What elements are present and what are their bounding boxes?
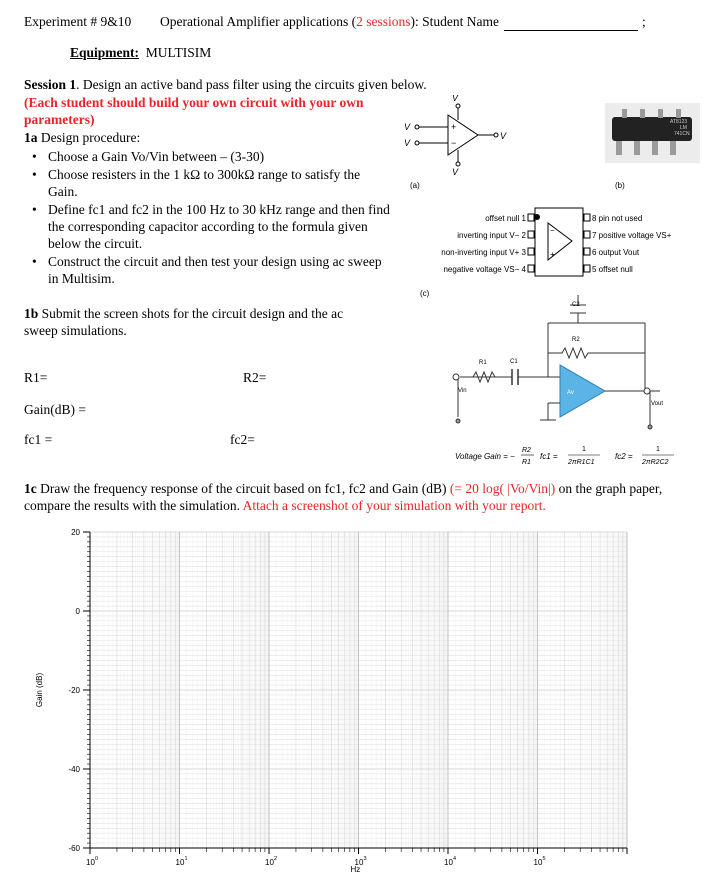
opamp-symbol-a [404,95,507,190]
y-tick-label: -20 [68,686,80,695]
svg-text:−: − [451,138,457,148]
x-tick-exponent: 2 [274,856,278,862]
experiment-number: Experiment # 9&10 [24,14,132,29]
chip-text-1: ΑΤ8123 [670,119,688,125]
r2-field[interactable]: R2= [243,370,267,385]
formula [455,446,674,466]
chip-text-3: 741CN [674,131,690,137]
session1-text: . Design an active band pass filter using the circuits given below. [76,77,427,92]
x-tick-label: 10 [444,858,453,867]
pin-label-4: negative voltage VS− 4 [443,265,526,274]
svg-text:+: + [451,122,457,132]
opamp-figure [400,95,705,480]
svg-text:−: − [550,226,555,235]
design-heading [24,130,140,146]
gain-field[interactable]: Gain(dB) = [24,402,86,417]
fc2-field[interactable]: fc2= [230,432,255,447]
fc2-num: 1 [656,446,660,453]
pin-label-2: inverting input V− 2 [457,231,526,240]
gain-den: R1 [522,459,531,466]
pin-label-3: non-inverting input V+ 3 [441,248,526,257]
graph-paper[interactable] [0,520,707,875]
equipment-label: Equipment: [70,45,140,60]
submit-label: 1b [24,306,39,321]
x-tick-exponent: 1 [184,856,188,862]
design-text: Design procedure: [37,130,141,145]
session1-label: Session 1 [24,77,77,92]
vs-minus-label: V [452,167,459,177]
pinout-diagram [420,208,672,298]
vplus-label: V [404,122,411,132]
fc2-formula-label: fc2 = [615,452,633,461]
fc1-formula-label: fc1 = [540,452,558,461]
design-bullet: • Choose a Gain Vo/Vin between – (3-30) [30,148,390,165]
r1-field[interactable]: R1= [24,370,48,385]
x-tick-exponent: 4 [453,856,457,862]
x-axis-label: Hz [350,865,361,874]
draw-paragraph [24,480,689,514]
r1-label: R1 [479,360,487,366]
vin-label: Vin [458,388,467,394]
sessions-text: 2 sessions [356,14,411,29]
svg-text:+: + [550,250,555,259]
gain-num: R2 [522,447,531,454]
y-axis-label: Gain (dB) [35,672,44,708]
x-tick-label: 10 [86,858,95,867]
gain-formula-label: Voltage Gain = − [455,452,515,461]
title-end-text: ): Student Name [410,14,499,29]
x-tick-exponent: 0 [95,856,99,862]
submit-paragraph [24,305,374,339]
design-bullet: • Construct the circuit and then test your design using ac sweep in Multisim. [30,253,390,287]
design-bullet: • Define fc1 and fc2 in the 100 Hz to 30 kHz range and then find the corresponding capacitor according to the formula given below the circuit. [30,201,390,252]
x-tick-label: 10 [175,858,185,867]
equipment-line [70,45,211,61]
r2-label: R2 [572,337,580,343]
x-tick-exponent: 5 [542,856,546,862]
c1-label: C1 [510,359,518,365]
fc1-field[interactable]: fc1 = [24,432,53,447]
panel-a-label: (a) [410,181,420,190]
c2-label: C2 [572,302,580,308]
chip-photo [605,103,700,190]
vout-circuit-label: Vout [651,401,664,407]
draw-text-1: Draw the frequency response of the circuit based on fc1, fc2 and Gain (dB) [36,481,450,496]
pin-label-7: 7 positive voltage VS+ [592,231,672,240]
pin-label-5: 5 offset null [592,265,633,274]
session1-note: (Each student should build your own circuit with your own parameters) [24,95,364,127]
draw-text-2: on the graph paper, compare the results with the simulation. [24,481,663,513]
student-name-blank[interactable] [504,30,638,31]
vs-plus-label: V [452,95,459,103]
submit-text: Submit the screen shots for the circuit design and the ac sweep simulations. [24,306,344,338]
fc1-den: 2πR1C1 [568,459,595,466]
design-label: 1a [24,130,38,145]
session1-heading [24,77,427,93]
y-tick-label: -40 [68,765,80,774]
pin-label-1: offset null 1 [485,214,526,223]
chip-text-2: LM [680,125,687,131]
vout-label: V [500,131,507,141]
y-tick-label: -60 [68,844,80,853]
end-mark: ; [642,14,646,29]
title-text: Operational Amplifier applications ( [160,14,357,29]
draw-formula: (= 20 log( |Vo/Vin|) [449,481,556,496]
y-tick-label: 20 [71,528,80,537]
draw-label: 1c [24,481,37,496]
x-tick-exponent: 3 [363,856,367,862]
av-label: Av [567,390,574,396]
y-tick-label: 0 [75,607,80,616]
panel-b-label: (b) [615,181,625,190]
x-tick-label: 10 [533,858,543,867]
pin-label-8: 8 pin not used [592,214,643,223]
panel-c-label: (c) [420,289,430,298]
design-bullets [30,148,390,287]
x-tick-label: 10 [265,858,274,867]
vminus-label: V [404,138,411,148]
pin-label-6: 6 output Vout [592,248,640,257]
experiment-title [160,14,499,30]
fc1-num: 1 [582,446,586,453]
equipment-value: MULTISIM [145,45,212,60]
design-bullet: • Choose resisters in the 1 kΩ to 300kΩ range to satisfy the Gain. [30,166,390,200]
x-tick-label: 10 [354,858,364,867]
draw-attach: Attach a screenshot of your simulation with your report. [242,498,546,513]
fc2-den: 2πR2C2 [642,459,669,466]
